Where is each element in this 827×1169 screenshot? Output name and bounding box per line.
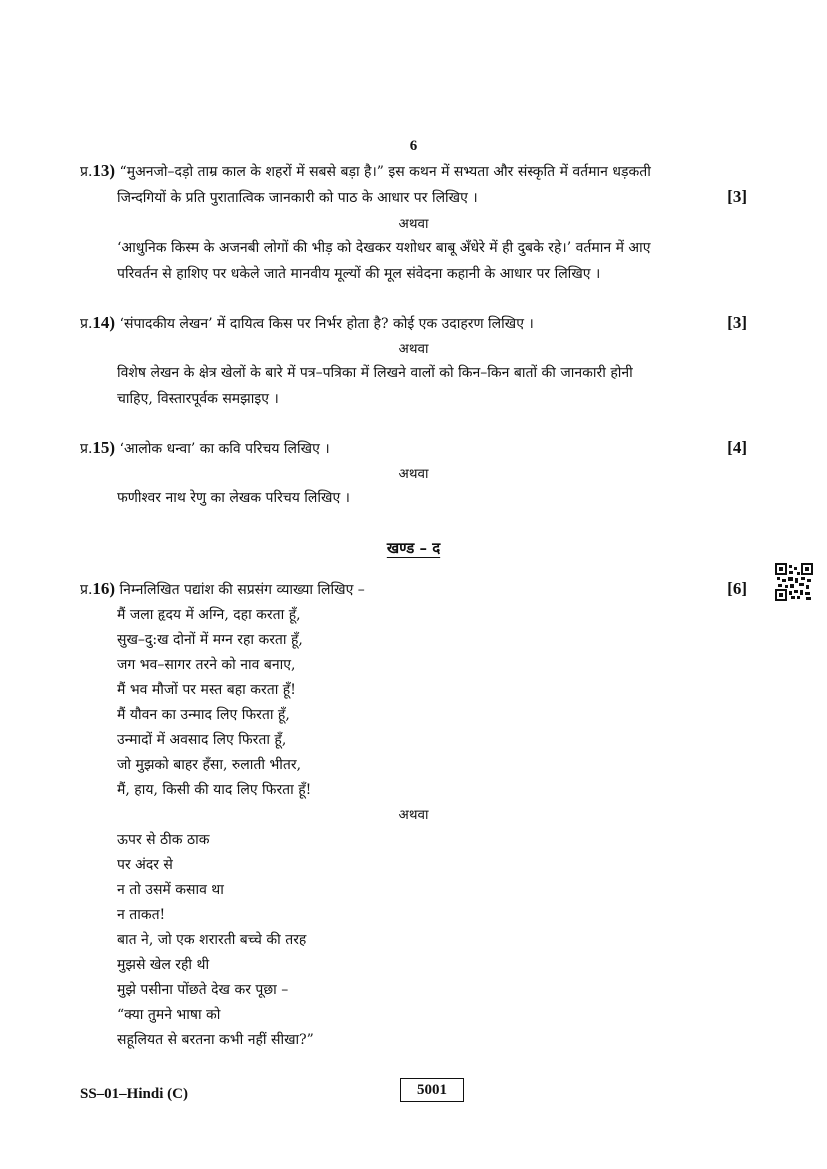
question-13-alt-line1: ‘आधुनिक किस्म के अजनबी लोगों की भीड़ को देखकर यशोधर बाबू अँधेरे में ही दुबके रहे।’ वर्तमान में आए [117, 240, 651, 256]
poem-line: न ताकत! [117, 907, 166, 923]
question-number: 14) [92, 313, 116, 332]
question-15-alt-line1: फणीश्वर नाथ रेणु का लेखक परिचय लिखिए । [117, 490, 350, 506]
poem-line: जग भव–सागर तरने को नाव बनाए, [117, 657, 296, 673]
or-label: अथवा [398, 807, 429, 823]
section-heading [0, 538, 827, 558]
poem-line: जो मुझको बाहर हँसा, रुलाती भीतर, [117, 757, 302, 773]
question-15 [80, 438, 330, 458]
question-prefix: प्र. [80, 582, 93, 598]
qr-code-icon [775, 563, 813, 601]
poem-line: मैं यौवन का उन्माद लिए फिरता हूँ, [117, 707, 290, 723]
question-13-line2: जिन्दगियों के प्रति पुरातात्विक जानकारी को पाठ के आधार पर लिखिए । [117, 190, 478, 206]
poem-line: मैं, हाय, किसी की याद लिए फिरता हूँ! [117, 782, 312, 798]
question-prefix: प्र. [80, 164, 93, 180]
question-14 [80, 313, 534, 333]
question-prefix: प्र. [80, 316, 93, 332]
question-16-marks: [6] [727, 579, 747, 598]
question-13-marks: [3] [727, 187, 747, 206]
paper-number-box: 5001 [400, 1078, 464, 1102]
question-14-alt-line2: चाहिए, विस्तारपूर्वक समझाइए । [117, 391, 279, 407]
poem-line: पर अंदर से [117, 857, 173, 873]
page-number: 6 [409, 138, 418, 154]
or-label: अथवा [398, 341, 429, 357]
poem-line: मैं जला हृदय में अग्नि, दहा करता हूँ, [117, 607, 301, 623]
question-prefix: प्र. [80, 441, 93, 457]
question-text: ‘संपादकीय लेखन’ में दायित्व किस पर निर्भर होता है? कोई एक उदाहरण लिखिए । [119, 316, 534, 332]
question-number: 16) [92, 579, 116, 598]
poem-line: “क्या तुमने भाषा को [117, 1007, 221, 1023]
question-15-marks: [4] [727, 438, 747, 457]
question-number: 15) [92, 438, 116, 457]
poem-line: मैं भव मौजों पर मस्त बहा करता हूँ! [117, 682, 296, 698]
question-14-alt-line1: विशेष लेखन के क्षेत्र खेलों के बारे में पत्र–पत्रिका में लिखने वालों को किन–किन बातों की जानकारी होनी [117, 365, 633, 381]
question-number: 13) [92, 161, 116, 180]
question-text: ‘आलोक धन्वा’ का कवि परिचय लिखिए । [119, 441, 330, 457]
or-label: अथवा [398, 466, 429, 482]
poem-line: मुझे पसीना पोंछते देख कर पूछा – [117, 982, 289, 998]
paper-code: SS–01–Hindi (C) [80, 1086, 188, 1102]
poem-line: मुझसे खेल रही थी [117, 957, 210, 973]
poem-line: ऊपर से ठीक ठाक [117, 832, 210, 848]
question-13 [80, 161, 651, 181]
question-14-marks: [3] [727, 313, 747, 332]
poem-line: न तो उसमें कसाव था [117, 882, 224, 898]
question-16 [80, 579, 365, 599]
or-label: अथवा [398, 216, 429, 232]
poem-line: सुख–दु:ख दोनों में मग्न रहा करता हूँ, [117, 632, 303, 648]
question-text: “मुअनजो–दड़ो ताम्र काल के शहरों में सबसे बड़ा है।” इस कथन में सभ्यता और संस्कृति में वर्तमान धड़कती [119, 164, 651, 180]
question-text: निम्नलिखित पद्यांश की सप्रसंग व्याख्या लिखिए – [119, 582, 365, 598]
section-title: खण्ड – द [386, 539, 441, 557]
poem-line: सहूलियत से बरतना कभी नहीं सीखा?” [117, 1032, 314, 1048]
poem-line: बात ने, जो एक शरारती बच्चे की तरह [117, 932, 307, 948]
question-13-alt-line2: परिवर्तन से हाशिए पर धकेले जाते मानवीय मूल्यों की मूल संवेदना कहानी के आधार पर लिखिए । [117, 266, 601, 282]
poem-line: उन्मादों में अवसाद लिए फिरता हूँ, [117, 732, 287, 748]
